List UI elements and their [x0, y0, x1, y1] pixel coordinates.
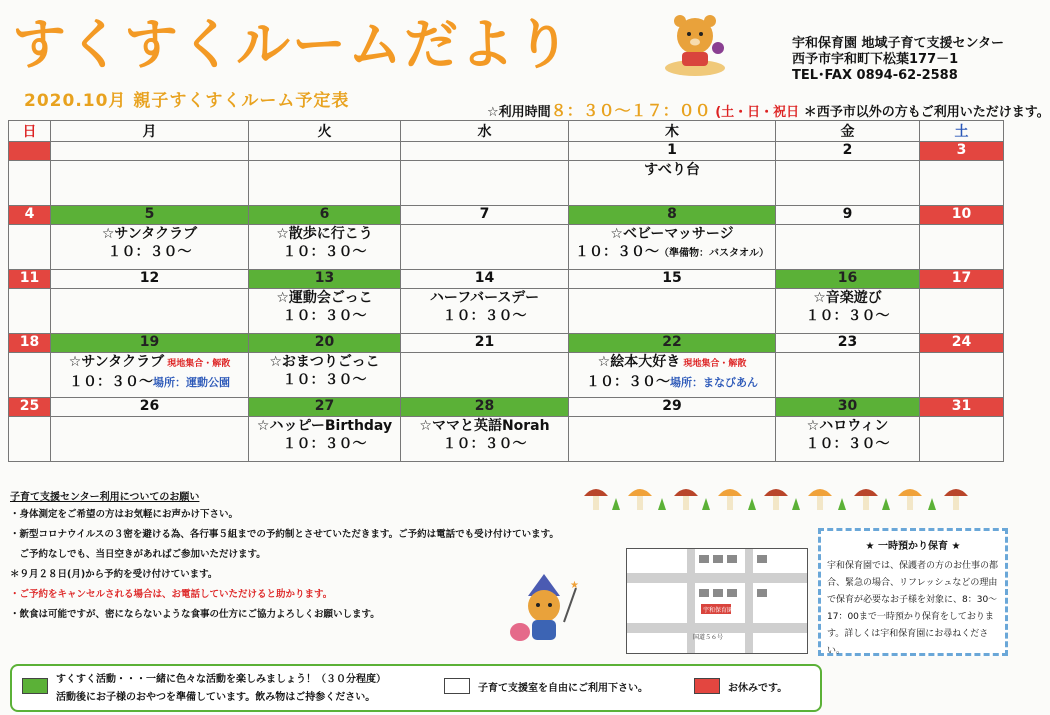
date-cell: 19 [51, 334, 249, 353]
date-cell: 5 [51, 206, 249, 225]
event-cell [249, 161, 401, 206]
date-cell: 2 [776, 142, 920, 161]
event-line: １０：３０～（準備物：バスタオル） [575, 244, 769, 260]
notice-item: ・身体測定をご希望の方はお気軽にお声かけ下さい。 [10, 509, 239, 520]
date-cell: 14 [401, 270, 569, 289]
weekday-header: 金 [776, 121, 920, 142]
notice-item: ＊９月２８日(月)から予約を受け付けています。 [10, 569, 218, 580]
event-cell [776, 417, 920, 462]
event-line: １０：３０～ [805, 308, 890, 324]
date-row [9, 142, 1004, 161]
page-title: すくすくルームだより [12, 13, 572, 76]
event-cell [9, 417, 51, 462]
event-line: １０：３０～ [282, 308, 367, 324]
event-cell [401, 417, 569, 462]
event-cell [569, 353, 776, 398]
event-cell [249, 417, 401, 462]
calendar-table [8, 120, 1004, 462]
date-cell: 29 [569, 398, 776, 417]
event-line: ☆ベビーマッサージ [610, 226, 734, 242]
event-cell [776, 353, 920, 398]
hours-days: (土・日・祝日 [715, 105, 800, 120]
event-cell [920, 225, 1004, 270]
date-cell: 20 [249, 334, 401, 353]
event-cell [401, 353, 569, 398]
date-cell: 15 [569, 270, 776, 289]
event-cell [776, 225, 920, 270]
event-line: １０：３０～場所：まなびあん [586, 374, 758, 390]
event-row [9, 225, 1004, 270]
notice-list [10, 505, 559, 625]
event-line: ☆音楽遊び [813, 290, 882, 306]
weekday-header: 水 [401, 121, 569, 142]
event-cell [569, 289, 776, 334]
legend-red-swatch [694, 678, 720, 694]
date-cell: 28 [401, 398, 569, 417]
event-cell [920, 161, 1004, 206]
weekday-header: 木 [569, 121, 776, 142]
weekday-header: 月 [51, 121, 249, 142]
date-cell [9, 142, 51, 161]
event-row [9, 289, 1004, 334]
event-line: １０：３０～ [282, 244, 367, 260]
weekday-header-row [9, 121, 1004, 142]
mushroom-decoration-icon [582, 482, 978, 514]
event-row [9, 417, 1004, 462]
date-cell: 18 [9, 334, 51, 353]
event-line: ☆散歩に行こう [276, 226, 373, 242]
event-line: １０：３０～ [282, 372, 367, 388]
event-line: ☆ハロウィン [806, 418, 889, 434]
event-cell [249, 225, 401, 270]
date-cell: 1 [569, 142, 776, 161]
weekday-header: 日 [9, 121, 51, 142]
event-line: １０：３０～ [805, 436, 890, 452]
legend [10, 664, 822, 712]
date-cell: 27 [249, 398, 401, 417]
notice-heading: 子育て支援センター利用についてのお願い [10, 492, 200, 503]
event-cell [776, 289, 920, 334]
date-cell: 25 [9, 398, 51, 417]
map-label-nursery: 宇和保育園 [703, 607, 734, 614]
hours-time: ８：３０～１７：００ [550, 101, 711, 120]
event-cell [920, 289, 1004, 334]
date-row [9, 206, 1004, 225]
event-cell [569, 417, 776, 462]
event-cell [249, 289, 401, 334]
date-cell: 9 [776, 206, 920, 225]
temporary-care-box [818, 528, 1008, 656]
notice-item: ・飲食は可能ですが、密にならないような食事の仕方にご協力よろしくお願いします。 [10, 609, 380, 620]
legend-white-swatch [444, 678, 470, 694]
event-cell [51, 417, 249, 462]
hours-note: ＊西予市以外の方もご利用いただけます。 [803, 105, 1050, 120]
event-line: ☆運動会ごっこ [276, 290, 373, 306]
event-line: ☆ママと英語Norah [419, 418, 550, 434]
legend-white-text: 子育て支援室を自由にご利用下さい。 [478, 683, 648, 694]
event-note: 現地集合・解散 [680, 359, 747, 369]
event-cell [9, 225, 51, 270]
date-cell [51, 142, 249, 161]
event-line: ☆サンタクラブ [101, 226, 198, 242]
hours-line [487, 98, 1050, 121]
event-place: 場所：まなびあん [670, 376, 758, 389]
event-line: １０：３０～ [442, 308, 527, 324]
date-cell: 30 [776, 398, 920, 417]
org-phone: TEL･FAX 0894-62-2588 [792, 68, 958, 83]
date-cell: 3 [920, 142, 1004, 161]
event-cell [920, 353, 1004, 398]
event-cell [569, 225, 776, 270]
event-cell [51, 225, 249, 270]
legend-green-swatch [22, 678, 48, 694]
event-line: １０：３０～場所：運動公園 [69, 374, 230, 390]
notice-item: ・ご予約をキャンセルされる場合は、お電話していただけると助かります。 [10, 589, 333, 600]
wizard-mascot-icon [508, 572, 580, 646]
date-cell: 11 [9, 270, 51, 289]
date-cell: 16 [776, 270, 920, 289]
svg-text:★: ★ [570, 580, 579, 591]
date-cell: 24 [920, 334, 1004, 353]
event-cell [9, 289, 51, 334]
event-cell [51, 161, 249, 206]
org-address: 西予市宇和町下松葉177－1 [792, 52, 959, 67]
event-cell [51, 289, 249, 334]
temporary-care-text: 宇和保育園では、保護者の方のお仕事の都合、緊急の場合、リフレッシュなどの理由で保育が必要なお子様を対象に、8：30～17：00まで一時預かり保育をしております。詳しくは宇和保育園にお尋ねください。 [827, 561, 999, 656]
event-cell [51, 353, 249, 398]
weekday-header: 土 [920, 121, 1004, 142]
event-line: ハーフバースデー [429, 290, 540, 306]
temporary-care-title: ★ 一時預かり保育 ★ [865, 541, 961, 552]
event-cell [9, 161, 51, 206]
date-row [9, 334, 1004, 353]
notice-item: ご予約なしでも、当日空きがあればご参加いただけます。 [10, 549, 266, 560]
date-cell: 26 [51, 398, 249, 417]
event-cell [249, 353, 401, 398]
date-cell: 17 [920, 270, 1004, 289]
event-line: １０：３０～ [442, 436, 527, 452]
date-cell [401, 142, 569, 161]
event-line: ☆おまつりごっこ [269, 354, 380, 370]
date-cell: 21 [401, 334, 569, 353]
date-cell: 10 [920, 206, 1004, 225]
event-note: 現地集合・解散 [164, 359, 231, 369]
date-cell: 22 [569, 334, 776, 353]
event-line: １０：３０～ [282, 436, 367, 452]
org-name: 宇和保育園 地域子育て支援センター [792, 36, 1005, 51]
date-row [9, 270, 1004, 289]
legend-green-text: すくすく活動・・・一緒に色々な活動を楽しみましょう！（３０分程度） [56, 674, 386, 685]
event-cell [920, 417, 1004, 462]
event-place: 場所：運動公園 [153, 376, 230, 389]
notice-item: ・新型コロナウイルスの３密を避ける為、各行事５組までの予約制とさせていただきます。ご予約は電話でも受け付けています。 [10, 529, 559, 540]
event-row [9, 353, 1004, 398]
bear-mascot-icon [660, 8, 730, 78]
event-line: すべり台 [644, 162, 700, 178]
organization-info [792, 36, 1004, 84]
location-map [626, 548, 808, 654]
event-line: １０：３０～ [107, 244, 192, 260]
schedule-subtitle: 2020.10月 親子すくすくルーム予定表 [24, 91, 350, 111]
event-cell [401, 161, 569, 206]
event-line: ☆ハッピーBirthday [256, 418, 393, 434]
event-note: （準備物：バスタオル） [659, 248, 769, 259]
date-cell: 4 [9, 206, 51, 225]
date-cell: 13 [249, 270, 401, 289]
event-cell [569, 161, 776, 206]
date-cell [249, 142, 401, 161]
date-cell: 31 [920, 398, 1004, 417]
date-cell: 7 [401, 206, 569, 225]
date-cell: 12 [51, 270, 249, 289]
event-cell [776, 161, 920, 206]
weekday-header: 火 [249, 121, 401, 142]
event-cell [401, 225, 569, 270]
event-cell [401, 289, 569, 334]
legend-green-text-2: 活動後にお子様のおやつを準備しています。飲み物はご持参ください。 [56, 692, 376, 703]
event-cell [9, 353, 51, 398]
date-cell: 23 [776, 334, 920, 353]
date-row [9, 398, 1004, 417]
date-cell: 8 [569, 206, 776, 225]
event-row [9, 161, 1004, 206]
hours-label: ☆利用時間 [487, 105, 551, 120]
map-label-route: 国道５６号 [693, 634, 724, 641]
date-cell: 6 [249, 206, 401, 225]
event-line: ☆サンタクラブ 現地集合・解散 [68, 354, 231, 370]
legend-red-text: お休みです。 [728, 683, 788, 694]
event-line: ☆絵本大好き 現地集合・解散 [597, 354, 747, 370]
